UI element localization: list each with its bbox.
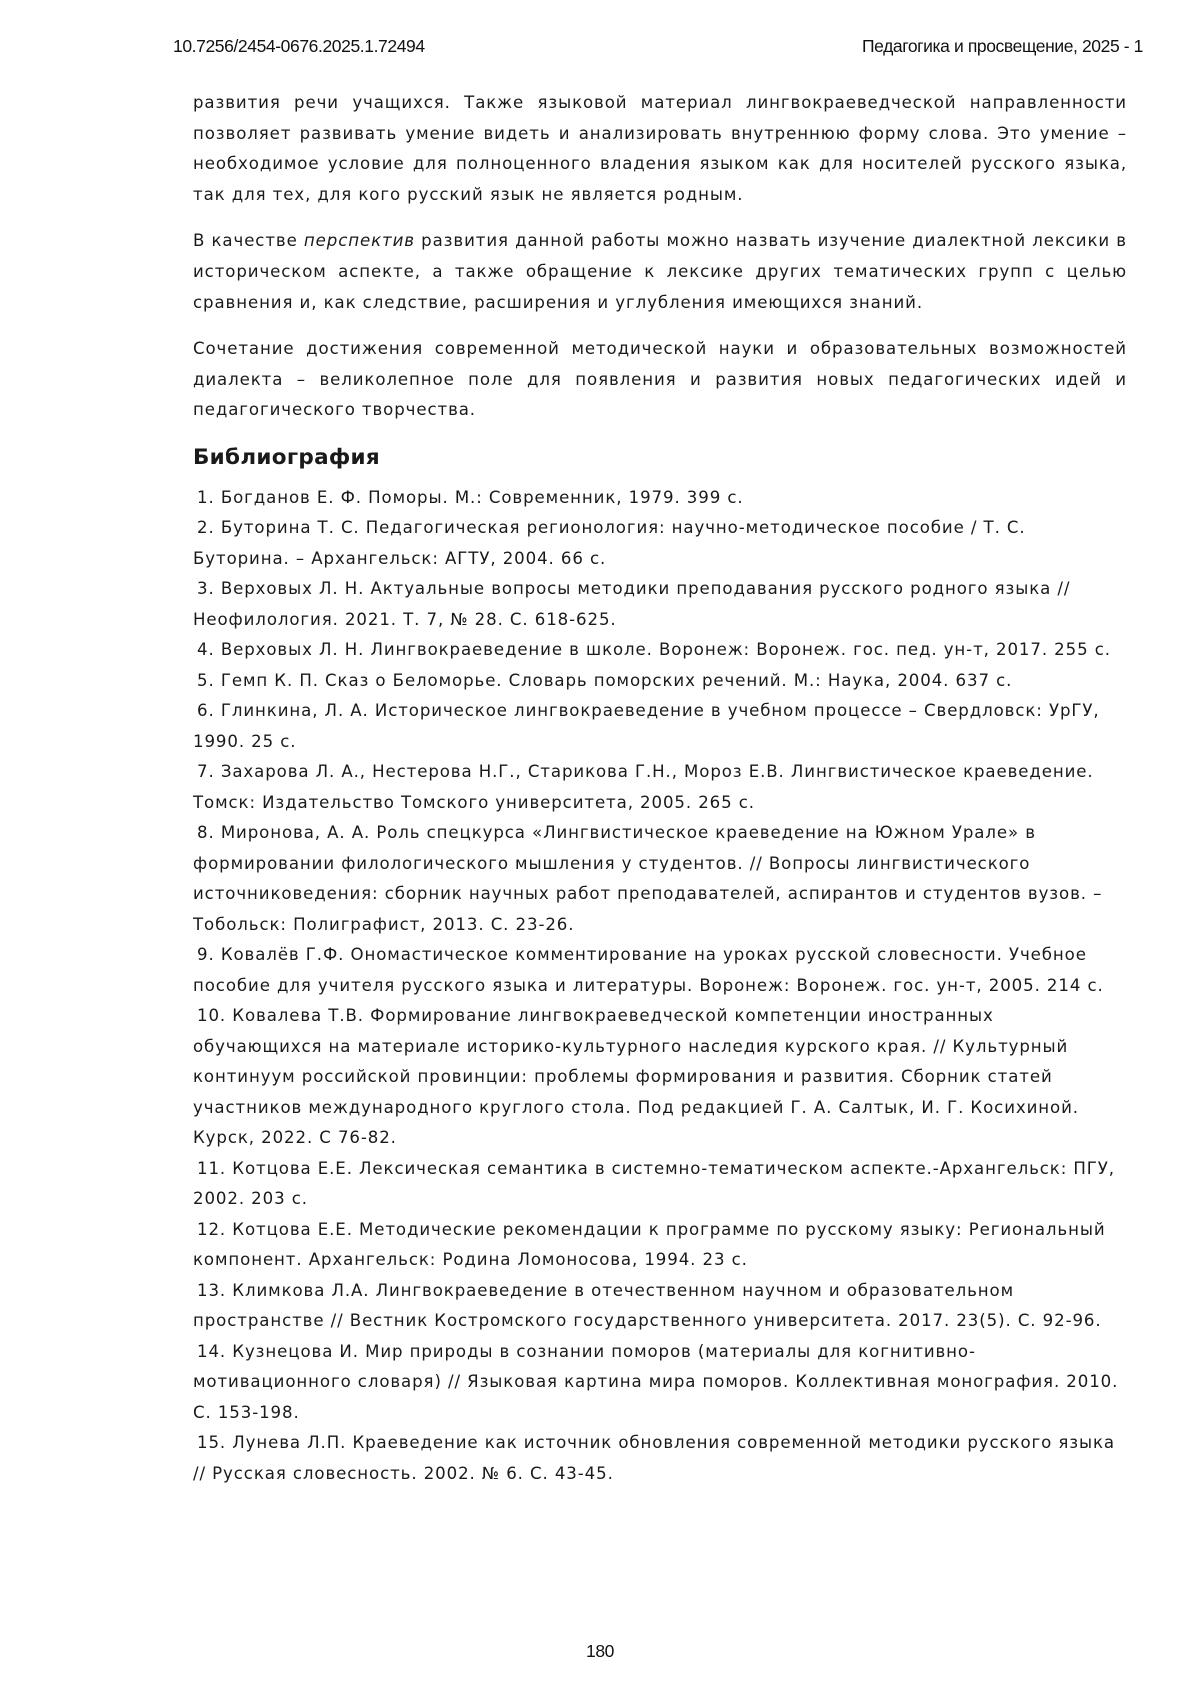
bibliography-list	[193, 483, 1127, 1490]
bibliography-item-number: 15.	[193, 1433, 226, 1452]
bibliography-item-text: Глинкина, Л. А. Историческое лингвокраеведение в учебном процессе – Свердловск: УрГУ, 1990. 25 с.	[193, 701, 1100, 751]
bibliography-item	[193, 1154, 1127, 1215]
bibliography-item	[193, 666, 1127, 697]
bibliography-item	[193, 1428, 1127, 1489]
bibliography-item-number: 14.	[193, 1342, 226, 1361]
bibliography-item-text: Ковалёв Г.Ф. Ономастическое комментирование на уроках русской словесности. Учебное пособие для учителя русского языка и литературы. Воронеж: Воронеж. гос. ун-т, 2005. 214 с.	[193, 945, 1104, 995]
paragraph-2	[193, 226, 1127, 318]
bibliography-item-text: Захарова Л. А., Нестерова Н.Г., Старикова Г.Н., Мороз Е.В. Лингвистическое краеведение. Томск: Издательство Томского университета, 2005. 265 с.	[193, 762, 1094, 812]
bibliography-item-text: Гемп К. П. Сказ о Беломорье. Словарь поморских речений. М.: Наука, 2004. 637 с.	[221, 671, 1012, 690]
bibliography-item	[193, 483, 1127, 514]
bibliography-item-text: Миронова, А. А. Роль спецкурса «Лингвистическое краеведение на Южном Урале» в формировании филологического мышления у студентов. // Вопросы лингвистического источниковедения: сборник научных работ преподавателей, аспирантов и студентов вузов. – Тобольск: Полиграфист, 2013. С. 23-26.	[193, 823, 1102, 934]
bibliography-item-number: 5.	[193, 671, 215, 690]
bibliography-item	[193, 1276, 1127, 1337]
bibliography-item-text: Лунева Л.П. Краеведение как источник обновления современной методики русского языка // Русская словесность. 2002. № 6. С. 43-45.	[193, 1433, 1115, 1483]
bibliography-item-text: Котцова Е.Е. Лексическая семантика в системно-тематическом аспекте.-Архангельск: ПГУ, 2002. 203 с.	[193, 1159, 1115, 1209]
bibliography-item	[193, 1215, 1127, 1276]
running-head	[173, 36, 1143, 60]
paragraph-2-emphasis: перспектив	[304, 231, 415, 250]
bibliography-item-text: Богданов Е. Ф. Поморы. М.: Современник, 1979. 399 с.	[221, 488, 744, 507]
bibliography-item-number: 12.	[193, 1220, 226, 1239]
page-number: 180	[0, 1641, 1200, 1662]
doi-text: 10.7256/2454-0676.2025.1.72494	[173, 36, 425, 57]
bibliography-item-number: 4.	[193, 640, 215, 659]
bibliography-item-text: Ковалева Т.В. Формирование лингвокраеведческой компетенции иностранных обучающихся на материале историко-культурного наследия курского края. // Культурный континуум российской провинции: проблемы формирования и развития. Сборник статей участников международного круглого стола. Под редакцией Г. А. Салтык, И. Г. Косихиной. Курск, 2022. С 76-82.	[193, 1006, 1079, 1147]
bibliography-item-text: Котцова Е.Е. Методические рекомендации к программе по русскому языку: Региональный компонент. Архангельск: Родина Ломоносова, 1994. 23 с.	[193, 1220, 1106, 1270]
paragraph-3: Сочетание достижения современной методической науки и образовательных возможностей диалекта – великолепное поле для появления и развития новых педагогических идей и педагогического творчества.	[193, 334, 1127, 426]
bibliography-item	[193, 1001, 1127, 1154]
bibliography-item	[193, 696, 1127, 757]
journal-title: Педагогика и просвещение, 2025 - 1	[862, 36, 1143, 57]
bibliography-item	[193, 635, 1127, 666]
bibliography-item-number: 9.	[193, 945, 215, 964]
bibliography-item-number: 2.	[193, 518, 215, 537]
paragraph-2-start: В качестве	[193, 231, 304, 250]
bibliography-item-number: 11.	[193, 1159, 226, 1178]
bibliography-item-number: 8.	[193, 823, 215, 842]
bibliography-item-text: Климкова Л.А. Лингвокраеведение в отечественном научном и образовательном пространстве // Вестник Костромского государственного университета. 2017. 23(5). С. 92-96.	[193, 1281, 1102, 1331]
article-body	[193, 88, 1127, 1489]
bibliography-item	[193, 818, 1127, 940]
paragraph-1: развития речи учащихся. Также языковой материал лингвокраеведческой направленности позволяет развивать умение видеть и анализировать внутреннюю форму слова. Это умение – необходимое условие для полноценного владения языком как для носителей русского языка, так для тех, для кого русский язык не является родным.	[193, 88, 1127, 210]
bibliography-item	[193, 1337, 1127, 1429]
bibliography-item-text: Буторина Т. С. Педагогическая регионология: научно-методическое пособие / Т. С. Буторина. – Архангельск: АГТУ, 2004. 66 с.	[193, 518, 1026, 568]
bibliography-heading: Библиография	[193, 442, 1127, 474]
bibliography-item	[193, 574, 1127, 635]
bibliography-item-number: 1.	[193, 488, 215, 507]
bibliography-item-number: 13.	[193, 1281, 226, 1300]
bibliography-item-number: 7.	[193, 762, 215, 781]
bibliography-item	[193, 513, 1127, 574]
bibliography-item-text: Верховых Л. Н. Актуальные вопросы методики преподавания русского родного языка // Неофилология. 2021. Т. 7, № 28. С. 618-625.	[193, 579, 1070, 629]
paragraph-2-end: развития данной работы можно назвать изучение диалектной лексики в историческом аспекте, а также обращение к лексике других тематических групп с целью сравнения и, как следствие, расширения и углубления имеющихся знаний.	[193, 231, 1127, 311]
bibliography-item-text: Верховых Л. Н. Лингвокраеведение в школе. Воронеж: Воронеж. гос. пед. ун-т, 2017. 255 с.	[221, 640, 1111, 659]
bibliography-item	[193, 940, 1127, 1001]
bibliography-item	[193, 757, 1127, 818]
bibliography-item-number: 6.	[193, 701, 215, 720]
bibliography-item-number: 3.	[193, 579, 215, 598]
bibliography-item-text: Кузнецова И. Мир природы в сознании поморов (материалы для когнитивно-мотивационного словаря) // Языковая картина мира поморов. Коллективная монография. 2010. С. 153-198.	[193, 1342, 1118, 1422]
bibliography-item-number: 10.	[193, 1006, 226, 1025]
